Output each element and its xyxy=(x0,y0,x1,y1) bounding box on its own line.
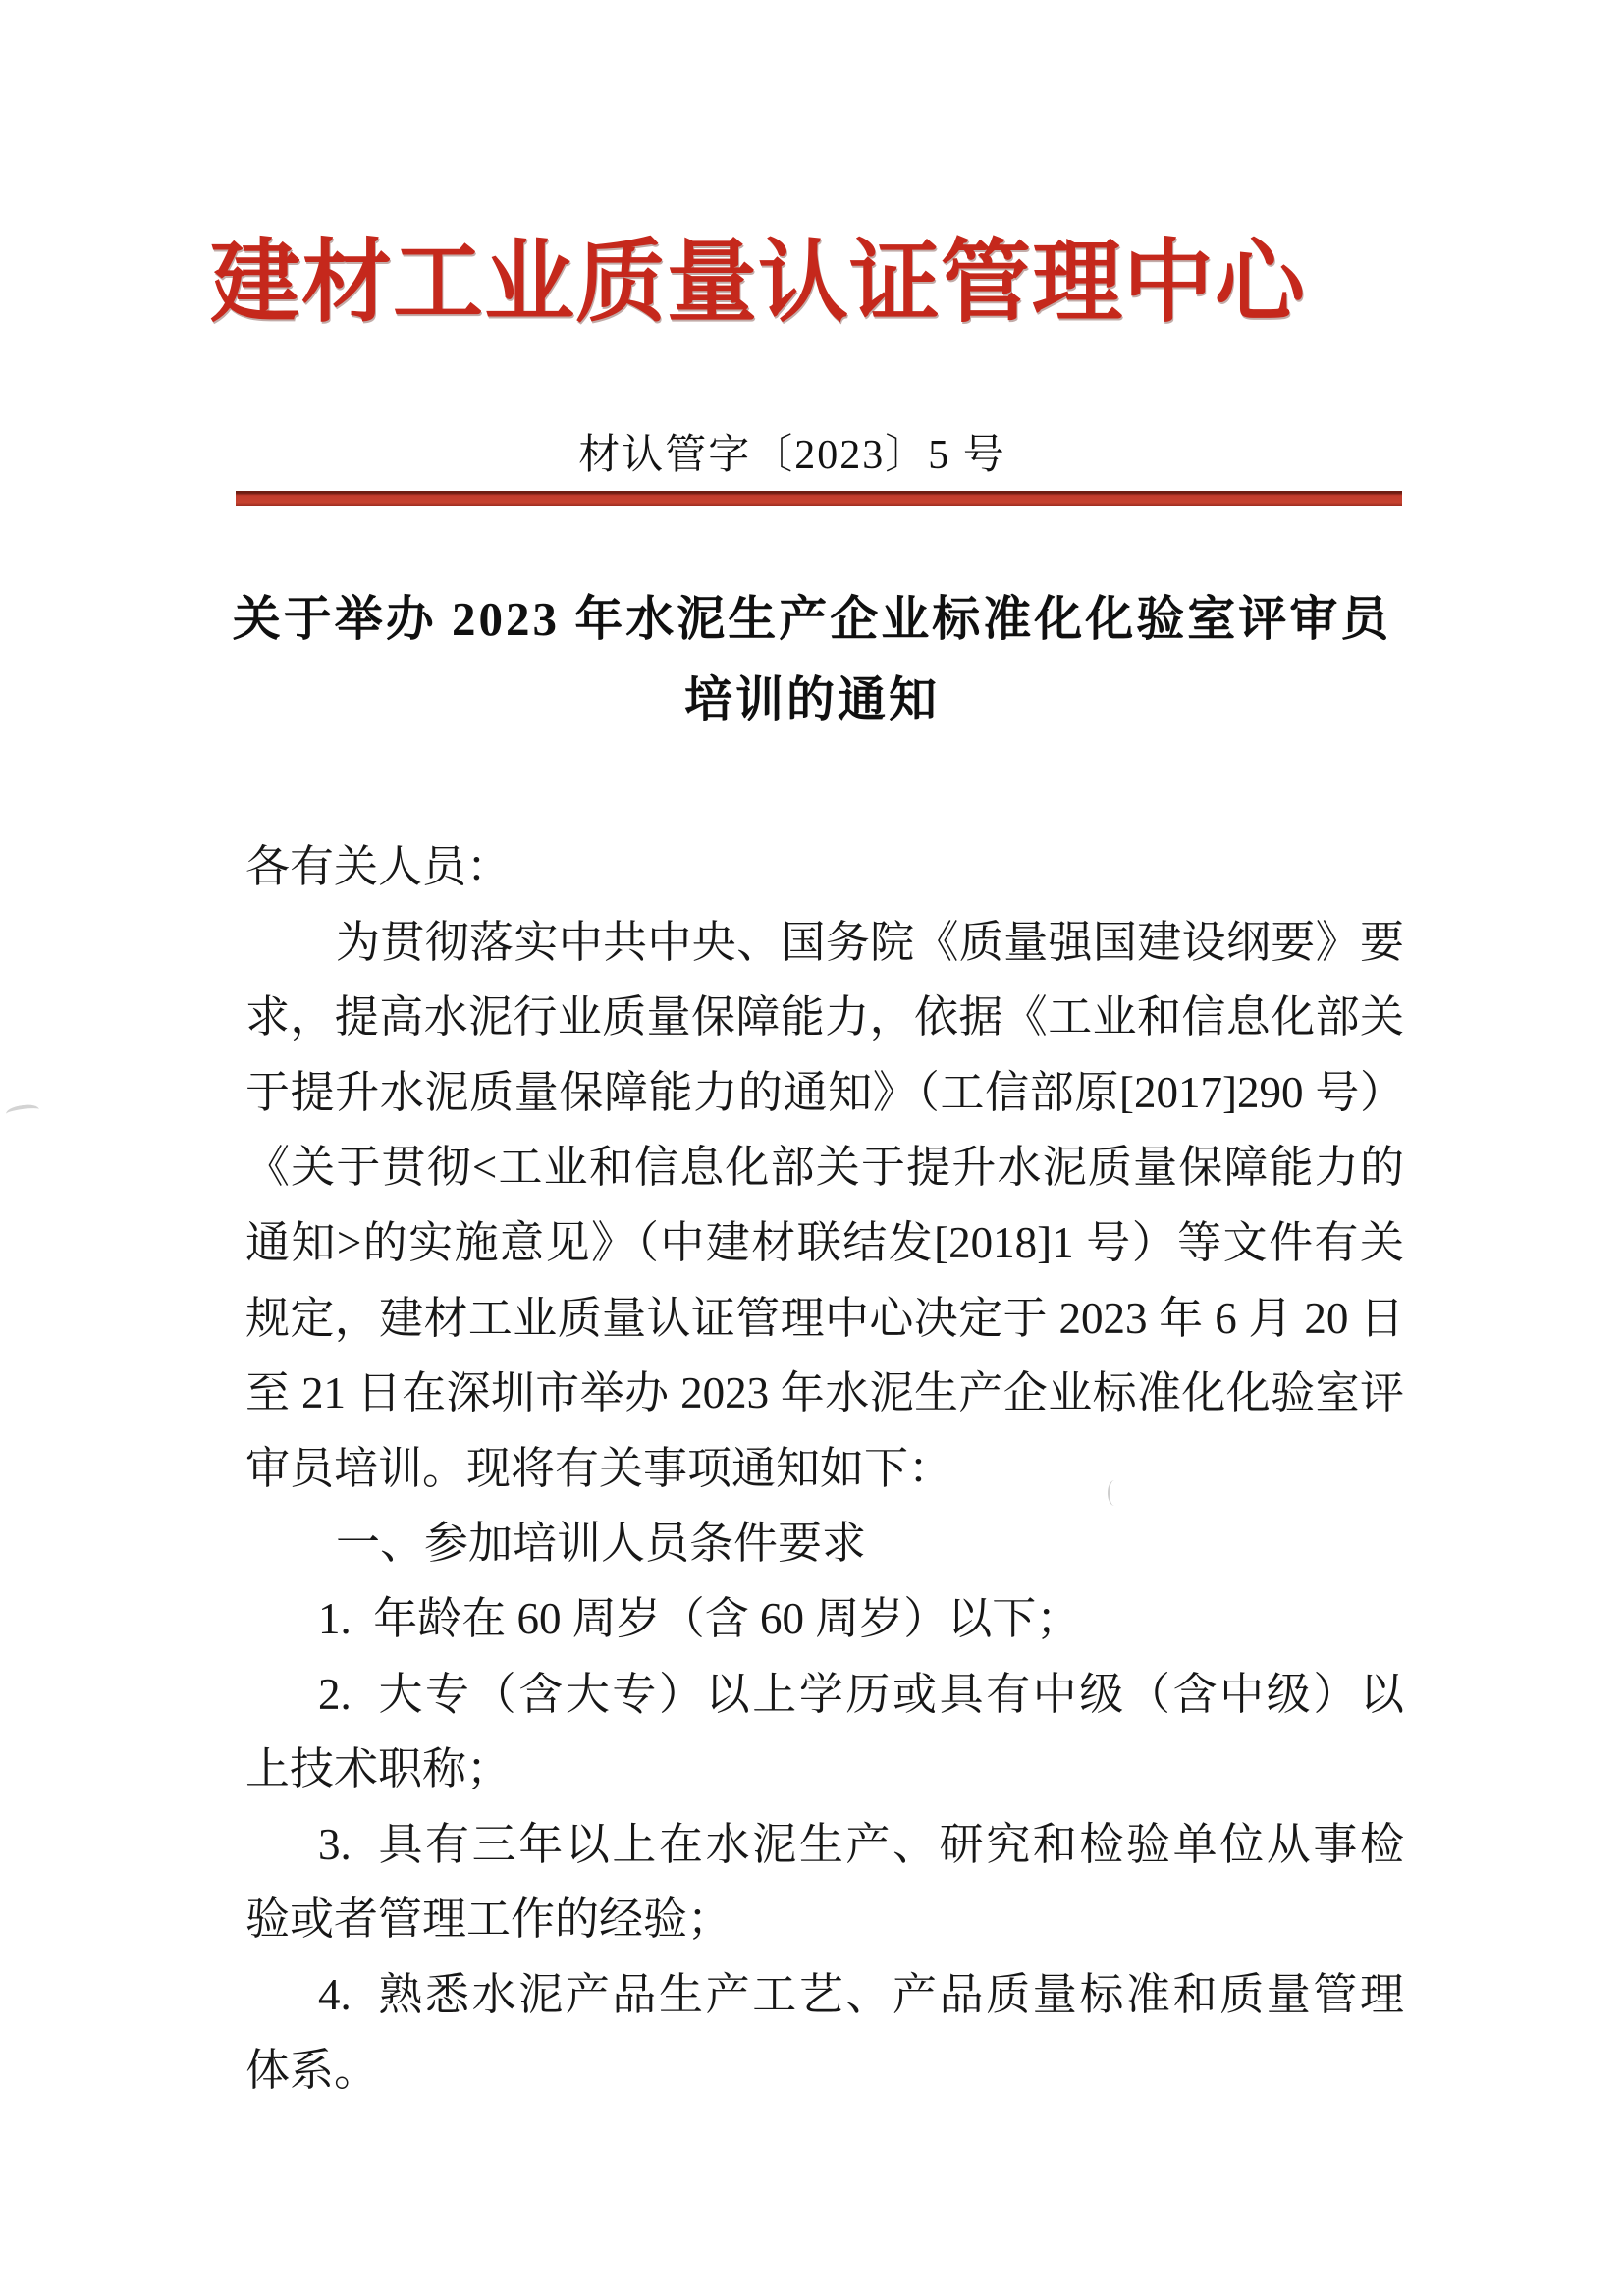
paragraph1-line-4: 《关于贯彻<工业和信息化部关于提升水泥质量保障能力的 xyxy=(245,1143,1404,1193)
list-item-2-line-1: 2. 大专（含大专）以上学历或具有中级（含中级）以 xyxy=(318,1669,1404,1719)
section1-heading: 一、参加培训人员条件要求 xyxy=(336,1519,867,1569)
letterhead-org-name: 建材工业质量认证管理中心 xyxy=(209,233,1306,333)
list-item-4-line-2: 体系。 xyxy=(245,2045,379,2095)
list-item-2-line-2: 上技术职称； xyxy=(245,1744,512,1794)
paragraph1-line-6: 规定，建材工业质量认证管理中心决定于 2023 年 6 月 20 日 xyxy=(245,1293,1404,1343)
paragraph1-line-2: 求，提高水泥行业质量保障能力，依据《工业和信息化部关 xyxy=(245,992,1404,1042)
paragraph1-line-8: 审员培训。现将有关事项通知如下： xyxy=(245,1443,953,1493)
salutation: 各有关人员： xyxy=(245,842,512,891)
list-item-4-line-1: 4. 熟悉水泥产品生产工艺、产品质量标准和质量管理 xyxy=(318,1969,1404,2019)
document-title-line-1: 关于举办 2023 年水泥生产企业标准化化验室评审员 xyxy=(232,592,1392,646)
document-body xyxy=(245,829,1404,2108)
document-title-line-2: 培训的通知 xyxy=(683,672,940,726)
paragraph1-line-3: 于提升水泥质量保障能力的通知》（工信部原[2017]290 号） xyxy=(245,1067,1404,1117)
list-item-1: 1. 年龄在 60 周岁（含 60 周岁）以下； xyxy=(318,1593,1081,1643)
list-item-3-line-2: 验或者管理工作的经验； xyxy=(245,1895,732,1945)
scan-artifact-mark xyxy=(1108,1480,1121,1506)
paragraph1-line-5: 通知>的实施意见》（中建材联结发[2018]1 号）等文件有关 xyxy=(245,1217,1404,1267)
letterhead-divider-rule xyxy=(236,491,1402,506)
document-number: 材认管字〔2023〕5 号 xyxy=(578,433,1006,478)
paragraph1-line-1: 为贯彻落实中共中央、国务院《质量强国建设纲要》要 xyxy=(336,917,1404,967)
paragraph1-line-7: 至 21 日在深圳市举办 2023 年水泥生产企业标准化化验室评 xyxy=(245,1368,1404,1418)
list-item-3-line-1: 3. 具有三年以上在水泥生产、研究和检验单位从事检 xyxy=(318,1819,1404,1869)
scan-artifact-left-edge xyxy=(5,1103,39,1121)
